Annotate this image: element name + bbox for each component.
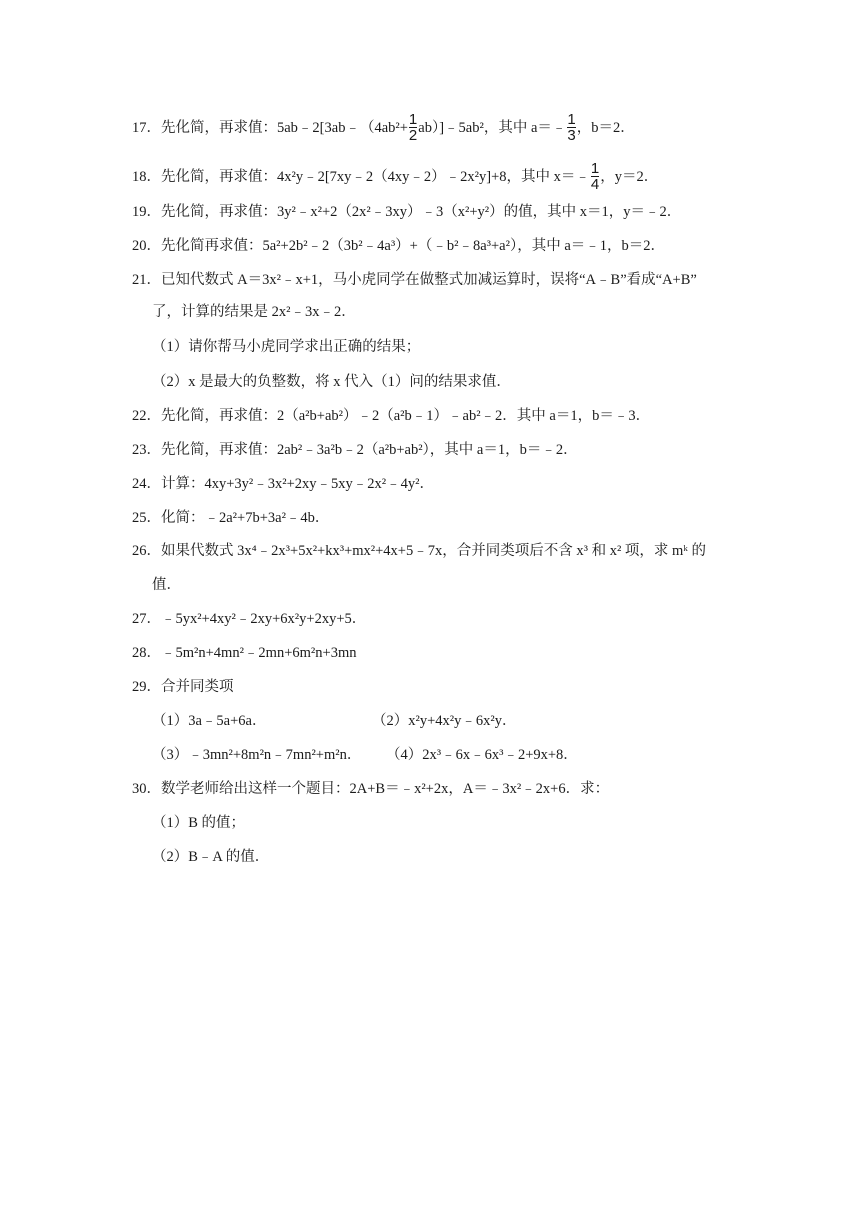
problem-text: ab）]﹣5ab²，其中 a＝﹣ — [418, 119, 567, 136]
problem-number: 23． — [132, 442, 161, 458]
problem-19 — [132, 202, 681, 222]
problem-29-sub-4: （4）2x³﹣6x﹣6x³﹣2+9x+8． — [386, 747, 578, 763]
problem-text: 先化简，再求值：2（a²b+ab²）﹣2（a²b﹣1）﹣ab²﹣2．其中 a＝1，b＝﹣3． — [161, 408, 651, 424]
fraction-one-third: $\frac{1}{3}$ — [567, 111, 576, 144]
problem-29 — [132, 677, 234, 697]
problem-text: 先化简，再求值：2ab²﹣3a²b﹣2（a²b+ab²），其中 a＝1，b＝﹣2． — [161, 442, 578, 458]
problem-text: 如果代数式 3x⁴﹣2x³+5x²+kx³+mx²+4x+5﹣7x，合并同类项后不含 x³ 和 x² 项，求 mᵏ 的 — [161, 543, 707, 559]
problem-text: 先化简，再求值：4x²y﹣2[7xy﹣2（4xy﹣2）﹣2x²y]+8，其中 x＝﹣ — [161, 168, 590, 185]
problem-24 — [132, 474, 434, 494]
problem-number: 20． — [132, 238, 161, 254]
problem-29-sub-2: （2）x²y+4x²y﹣6x²y． — [372, 713, 517, 729]
problem-text: 化简：﹣2a²+7b+3a²﹣4b． — [161, 510, 330, 526]
problem-text: 合并同类项 — [161, 679, 234, 695]
problem-30 — [132, 779, 609, 799]
problem-number: 17． — [132, 119, 161, 136]
problem-21-sub-2: （2）x 是最大的负整数，将 x 代入（1）问的结果求值． — [152, 374, 511, 390]
problem-18 — [132, 162, 658, 193]
problem-number: 18． — [132, 168, 161, 185]
problem-21-sub-1: （1）请你帮马小虎同学求出正确的结果； — [152, 339, 421, 355]
problem-number: 29． — [132, 679, 161, 695]
problem-number: 30． — [132, 781, 161, 797]
problem-number: 28． — [132, 645, 161, 661]
problem-26-line-1 — [132, 541, 706, 561]
problem-20 — [132, 236, 665, 256]
problem-30-sub-2: （2）B﹣A 的值． — [152, 849, 270, 865]
problem-number: 22． — [132, 408, 161, 424]
fraction-one-half: $\frac{1}{2}$ — [408, 111, 418, 144]
problem-21-line-1 — [132, 270, 697, 290]
problem-text: 先化简再求值：5a²+2b²﹣2（3b²﹣4a³）+（﹣b²﹣8a³+a²），其中 a＝﹣1，b＝2． — [161, 238, 666, 254]
problem-21-line-2: 了，计算的结果是 2x²﹣3x﹣2． — [152, 304, 356, 320]
problem-27 — [132, 609, 366, 629]
problem-number: 19． — [132, 204, 161, 220]
problem-number: 25． — [132, 510, 161, 526]
problem-text: ，y＝2． — [600, 168, 659, 185]
problem-text: ﹣5m²n+4mn²﹣2mn+6m²n+3mn — [161, 645, 357, 661]
problem-text: 已知代数式 A＝3x²﹣x+1，马小虎同学在做整式加减运算时，误将“A﹣B”看成“A+B” — [161, 272, 697, 288]
problem-number: 21． — [132, 272, 161, 288]
problem-text: 先化简，再求值：3y²﹣x²+2（2x²﹣3xy）﹣3（x²+y²）的值，其中 x＝1，y＝﹣2． — [161, 204, 682, 220]
problem-text: ，b＝2． — [576, 119, 635, 136]
problem-22 — [132, 406, 650, 426]
problem-25 — [132, 508, 329, 528]
problem-29-sub-3: （3）﹣3mn²+8m²n﹣7mn²+m²n． — [152, 747, 362, 763]
problem-text: 数学老师给出这样一个题目：2A+B＝﹣x²+2x，A＝﹣3x²﹣2x+6．求： — [161, 781, 610, 797]
problem-26-line-2: 值． — [152, 577, 181, 593]
problem-text: 先化简，再求值：5ab﹣2[3ab﹣（4ab²+ — [161, 119, 408, 136]
problem-number: 24． — [132, 476, 161, 492]
problem-text: ﹣5yx²+4xy²﹣2xy+6x²y+2xy+5． — [161, 611, 367, 627]
problem-17 — [132, 113, 635, 144]
problem-number: 26． — [132, 543, 161, 559]
problem-30-sub-1: （1）B 的值； — [152, 815, 246, 831]
fraction-one-quarter: $\frac{1}{4}$ — [590, 160, 600, 193]
problem-28 — [132, 643, 356, 663]
problem-23 — [132, 440, 578, 460]
problem-number: 27． — [132, 611, 161, 627]
problem-text: 计算：4xy+3y²﹣3x²+2xy﹣5xy﹣2x²﹣4y²． — [161, 476, 434, 492]
problem-29-sub-1: （1）3a﹣5a+6a． — [152, 713, 267, 729]
